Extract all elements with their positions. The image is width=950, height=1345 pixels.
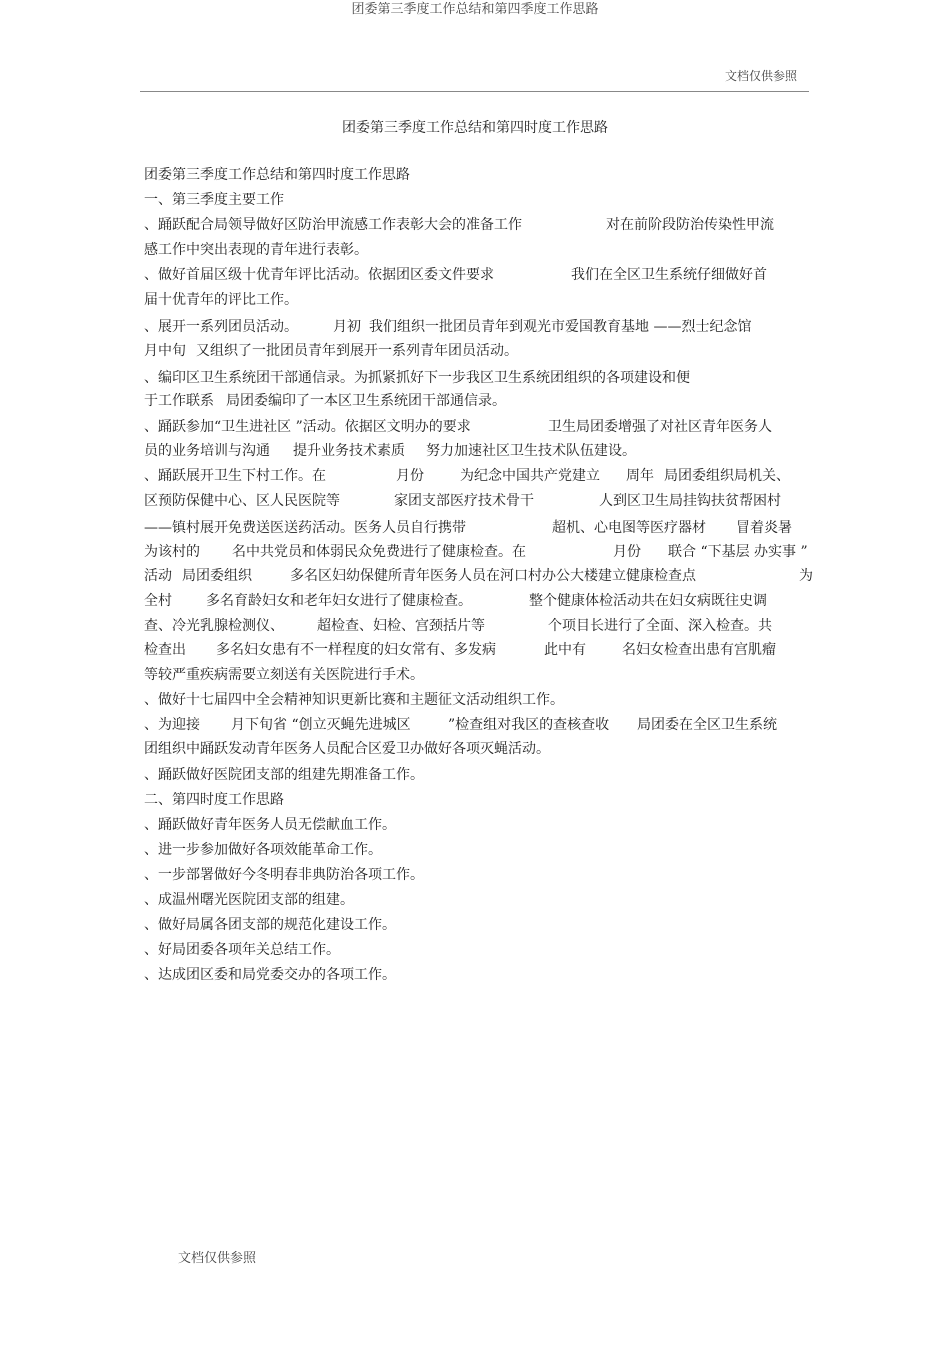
document-title: 团委第三季度工作总结和第四时度工作思路 [342, 120, 608, 136]
text-segment: 、编印区卫生系统团干部通信录。为抓紧抓好下一步我区卫生系统团组织的各项建设和便 [144, 370, 690, 386]
text-segment: 名妇女检查出患有宫肌瘤 [622, 642, 776, 658]
text-segment: 为 [799, 568, 813, 584]
text-segment: 、做好十七届四中全会精神知识更新比赛和主题征文活动组织工作。 [144, 692, 564, 708]
text-segment: 、踊跃参加“卫生进社区 ”活动。依据区文明办的要求 [144, 419, 471, 435]
text-segment: 月下旬省 “创立灭蝇先进城区 [231, 717, 411, 733]
page-top-title: 团委第三季度工作总结和第四季度工作思路 [351, 2, 599, 17]
text-segment: 团组织中踊跃发动青年医务人员配合区爱卫办做好各项灭蝇活动。 [144, 741, 550, 757]
text-segment: 、一步部署做好今冬明春非典防治各项工作。 [144, 867, 424, 883]
text-segment: 员的业务培训与沟通 [144, 443, 270, 459]
text-segment: 全村 [144, 593, 172, 609]
text-segment: 局团委组织局机关、 [664, 468, 790, 484]
text-segment: 我们组织一批团员青年到观光市爱国教育基地 ——烈士纪念馆 [369, 319, 752, 335]
text-segment: 冒着炎暑 [736, 520, 792, 536]
text-segment: 家团支部医疗技术骨干 [394, 493, 534, 509]
text-segment: 个项目长进行了全面、深入检查。共 [548, 618, 772, 634]
text-segment: 、踊跃做好青年医务人员无偿献血工作。 [144, 817, 396, 833]
text-segment: 、展开一系列团员活动。 [144, 319, 298, 335]
text-segment: 二、第四时度工作思路 [144, 792, 284, 808]
text-segment: 感工作中突出表现的青年进行表彰。 [144, 242, 368, 258]
text-segment: 月份 [613, 544, 641, 560]
text-segment: 月初 [333, 319, 361, 335]
text-segment: 局团委组织 [182, 568, 252, 584]
text-segment: 超检查、妇检、宫颈括片等 [317, 618, 485, 634]
text-segment: 、进一步参加做好各项效能革命工作。 [144, 842, 382, 858]
header-reference-note: 文档仅供参照 [724, 69, 797, 83]
text-segment: 、做好局属各团支部的规范化建设工作。 [144, 917, 396, 933]
text-segment: 联合 “下基层 办实事 ” [668, 544, 808, 560]
text-segment: 于工作联系 [144, 393, 214, 409]
text-segment: 超机、心电图等医疗器材 [552, 520, 706, 536]
text-segment: 月中旬 [144, 343, 186, 359]
header-divider [140, 91, 809, 92]
text-segment: 、踊跃配合局领导做好区防治甲流感工作表彰大会的准备工作 [144, 217, 522, 233]
text-segment: 整个健康体检活动共在妇女病既往史调 [529, 593, 767, 609]
text-segment: ——镇村展开免费送医送药活动。医务人员自行携带 [144, 520, 466, 536]
text-segment: 活动 [144, 568, 172, 584]
text-segment: 、为迎接 [144, 717, 200, 733]
text-segment: 为纪念中国共产党建立 [460, 468, 600, 484]
text-segment: 、踊跃展开卫生下村工作。在 [144, 468, 326, 484]
text-segment: 提升业务技术素质 [293, 443, 405, 459]
text-segment: 此中有 [544, 642, 586, 658]
text-segment: 为该村的 [144, 544, 200, 560]
text-segment: ”检查组对我区的查核查收 [448, 717, 610, 733]
text-segment: 、成温州曙光医院团支部的组建。 [144, 892, 354, 908]
text-segment: 对在前阶段防治传染性甲流 [606, 217, 774, 233]
text-segment: 多名妇女患有不一样程度的妇女常有、多发病 [216, 642, 496, 658]
footer-reference-note: 文档仅供参照 [178, 1251, 257, 1266]
text-segment: 局团委编印了一本区卫生系统团干部通信录。 [226, 393, 506, 409]
text-segment: 等较严重疾病需要立刻送有关医院进行手术。 [144, 667, 424, 683]
text-segment: 月份 [396, 468, 424, 484]
text-segment: 、踊跃做好医院团支部的组建先期准备工作。 [144, 767, 424, 783]
text-segment: 名中共党员和体弱民众免费进行了健康检查。在 [232, 544, 526, 560]
text-segment: 周年 [626, 468, 654, 484]
text-segment: 检查出 [144, 642, 186, 658]
text-segment: 努力加速社区卫生技术队伍建设。 [426, 443, 636, 459]
text-segment: 、好局团委各项年关总结工作。 [144, 942, 340, 958]
text-segment: 人到区卫生局挂钩扶贫帮困村 [599, 493, 781, 509]
text-segment: 、达成团区委和局党委交办的各项工作。 [144, 967, 396, 983]
text-segment: 、做好首届区级十优青年评比活动。依据团区委文件要求 [144, 267, 494, 283]
text-segment: 一、第三季度主要工作 [144, 192, 284, 208]
text-segment: 又组织了一批团员青年到展开一系列青年团员活动。 [196, 343, 518, 359]
text-segment: 届十优青年的评比工作。 [144, 292, 298, 308]
text-segment: 多名育龄妇女和老年妇女进行了健康检查。 [206, 593, 472, 609]
text-segment: 区预防保健中心、区人民医院等 [144, 493, 340, 509]
text-segment: 我们在全区卫生系统仔细做好首 [571, 267, 767, 283]
text-segment: 局团委在全区卫生系统 [637, 717, 777, 733]
text-segment: 多名区妇幼保健所青年医务人员在河口村办公大楼建立健康检查点 [290, 568, 696, 584]
text-segment: 卫生局团委增强了对社区青年医务人 [548, 419, 772, 435]
text-segment: 团委第三季度工作总结和第四时度工作思路 [144, 167, 410, 183]
text-segment: 查、冷光乳腺检测仪、 [144, 618, 284, 634]
